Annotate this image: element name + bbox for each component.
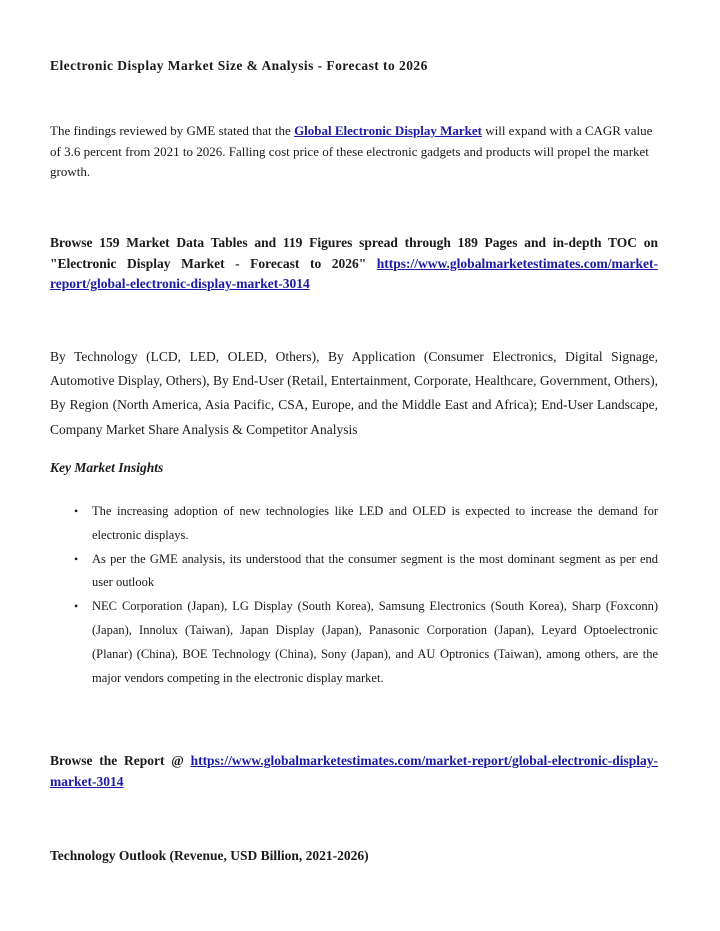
browse-toc-paragraph — [50, 233, 658, 295]
list-item-text: NEC Corporation (Japan), LG Display (South Korea), Samsung Electronics (South Korea), Sharp (Foxconn) (Japan), Innolux (Taiwan), Japan Display (Japan), Panasonic Corporation (Japan), Leyard Optoelectronic (Planar) (China), BOE Technology (China), Sony (Japan), and AU Optronics (Taiwan), among others, are the major vendors competing in the electronic display market. — [92, 599, 658, 685]
bullet-icon: • — [74, 504, 79, 518]
key-insights-list — [50, 500, 658, 690]
segmentation-paragraph: By Technology (LCD, LED, OLED, Others), By Application (Consumer Electronics, Digital Signage, Automotive Display, Others), By End-User (Retail, Entertainment, Corporate, Healthcare, Government, Others), By Region (North America, Asia Pacific, CSA, Europe, and the Middle East and Africa); End-User Landscape, Company Market Share Analysis & Competitor Analysis — [50, 349, 658, 437]
market-report-link[interactable]: https://www.globalmarketestimates.com/market-report/global-electronic-display-market-3014 — [50, 255, 658, 291]
bullet-icon: • — [74, 551, 79, 566]
key-insights-heading: Key Market Insights — [50, 460, 164, 475]
list-item-text: The increasing adoption of new technologies like LED and OLED is expected to increase the demand for electronic displays. — [92, 504, 658, 542]
global-market-link[interactable]: Global Electronic Display Market — [294, 123, 482, 138]
technology-outlook-heading: Technology Outlook (Revenue, USD Billion, 2021-2026) — [50, 848, 369, 863]
list-item — [50, 548, 658, 596]
bullet-icon: • — [74, 599, 79, 614]
document-title: Electronic Display Market Size & Analysis - Forecast to 2026 — [50, 58, 428, 73]
intro-paragraph — [50, 121, 658, 183]
browse-report-link[interactable]: https://www.globalmarketestimates.com/market-report/global-electronic-display-market-3014 — [50, 753, 658, 789]
list-item-text: As per the GME analysis, its understood that the consumer segment is the most dominant segment as per end user outlook — [92, 551, 658, 590]
browse-report-paragraph — [50, 751, 658, 792]
browse-report-text: Browse the Report @ — [50, 753, 191, 768]
intro-text-after: will expand with a CAGR value of 3.6 percent from 2021 to 2026. Falling cost price of these electronic gadgets and products will propel the market growth. — [50, 123, 653, 179]
list-item — [50, 595, 658, 690]
list-item — [50, 500, 658, 548]
browse-toc-text: Browse 159 Market Data Tables and 119 Figures spread through 189 Pages and in-depth TOC on "Electronic Display Market - Forecast to 2026" — [50, 235, 658, 271]
intro-text-before: The findings reviewed by GME stated that the — [50, 123, 295, 138]
